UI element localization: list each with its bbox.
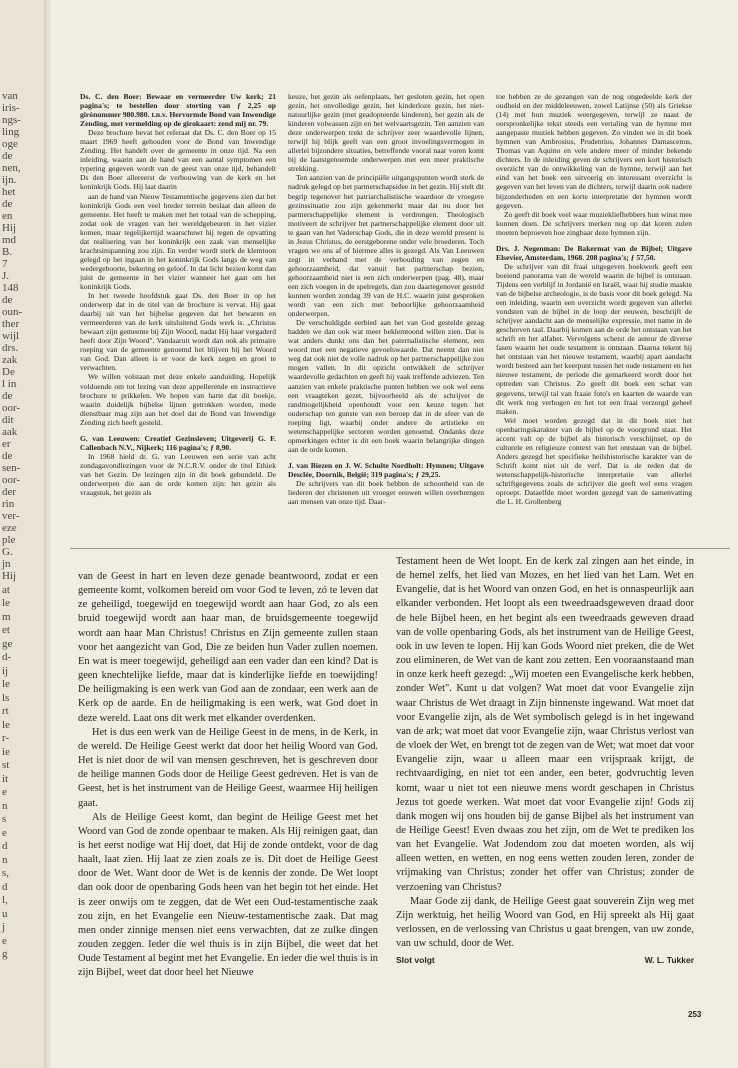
page-fold bbox=[44, 0, 52, 1068]
margin-fragment: De bbox=[2, 366, 15, 378]
margin-fragment: G. bbox=[2, 546, 13, 558]
margin-fragment: n bbox=[2, 853, 8, 866]
margin-fragment: er bbox=[2, 438, 11, 450]
margin-fragment: s, bbox=[2, 867, 10, 879]
paragraph: Deze brochure bevat het referaat dat Ds. C. den Boer op 15 maart 1969 heeft gehouden voor de Bond van Inwendige Zending. Het handelt over de gemeente in onze tijd. Na een inleiding, waarin aan de hand van een aantal symptomen een typering gegeven wordt van de geest van onze tijd, behandelt Ds den Boer allereerst de verbouwing van de kerk en het koninkrijk Gods. Hij laat daarin bbox=[80, 128, 276, 192]
margin-fragment: drs. bbox=[2, 342, 19, 354]
paragraph: Maar Gode zij dank, de Heilige Geest gaat souverein Zijn weg met Zijn werktuig, het heilig Woord van God, en Hij spreekt als Hij gaat verlossen, en de verlossing van Christus u gaat brengen, van uw zonde, van uw schuld, door de Wet. bbox=[396, 895, 694, 950]
margin-fragment: B. bbox=[2, 246, 13, 258]
paragraph: Zo geeft dit boek veel waar muziekliefhebbers hun winst mee kunnen doen. De schrijvers merken nog op dat koren zulen moeten beproeven hoe zingbaar deze hymnen zijn. bbox=[496, 209, 692, 237]
margin-fragment: de bbox=[2, 294, 13, 306]
paragraph: Testament heen de Wet loopt. En de kerk zal zingen aan het einde, in de hemel zelfs, het lied van Mozes, en het lied van het Lam. Wet en Evangelie, dat is het Woord van onzen God, en het is onnaspeurlijk aan elkander verbonden. Het loopt als een tweedraadsgeweven draad door de hele Bijbel heen, en het begint als een tweedraads geweven draad van de volle openbaring Gods, als het instrument van de Heilige Geest, ook in uw leven te lopen. Hij kan Gods Woord niet preken, die de Wet zou elimineren, de Wet van de kant zou zetten. Een vooraanstaand man in onze kerk heeft gezegd: „Wij moeten een Evangelische kerk hebben, zonder Wet". Kunt u dat volgen? Wat moet dat voor Evangelie zijn waar Christus de Wet draagt in Zijn binnenste ingewand. Wat moet dat voor Evangelie zijn, als de Wet symbolisch gelegd is in het ingewand van de ark; wat moet dat voor Evangelie zijn, waar Christus verlost van de vloek der Wet, en brengt tot de zegen van de Wet; wat moet dat voor Evangelie zijn, waar u alleen maar een vrijspraak krijgt, de rechtvaardiging, en niet tot een ander, een beter, godvruchtig leven komt, waar u niet tot een nieuwe mens wordt geschapen in Christus Jezus tot goede werken. Wat moet dat voor Evangelie zijn! Gods zij dank mogen wij ons houden bij de ganse Bijbel als het instrument van de Heilige Geest! Even dwaas zou het zijn, om de Wet te prediken los van het Evangelie. Wat Jodendom zou dat moeten worden, als wij alleen wetten, en wetten, en nog eens wetten zouden leren, zonder de vrijmaking van Christus; zonder het offer van Christus; zonder de verzoening van Christus? bbox=[396, 556, 694, 893]
paragraph: Wel moet worden gezegd dat in dit boek niet het openbaringskarakter van de bijbel op de voorgrond staat. Het accent valt op de bijbel als historisch verschijnsel, op de culturele en religieuze context van het ontstaan van de bijbel. Anders gezegd het specifieke heilshistorische karakter van de Schrift komt niet uit de verf. Dat is de reden dat de wetenschappelijk-historische interpretatie van allerlei schriftgegevens zoals de schrijver die geeft wel eens vragen oproept. Dataelfde moet worden gezegd van de samenvatting die L. H. Grollenberg bbox=[496, 415, 692, 507]
paragraph: De verschuldigde eerbied aan het van God gestelde gezag hadden we dan ook wat meer beklemtoond willen zien. Dat is wat anders dunkt ons dan het paternalistische element, een woord met een negatieve gevoelswaarde. Dat neemt dan niet weg dat ook niet de volle nadruk op het partnerschappelijke zou mogen vallen. In dit opzicht ontwikkelt de schrijver waardevolle gedachten en geeft hij vaak treffende adviezen. Ten aanzien van enkele praktische punten hebben we ook wel eens een vraagteken gezet, bijvoorbeeld als de schrijver de randmogelijkheid openhoudt voor een keuze tegen het ouderschap ten gunste van een beroep dat in de sfeer van de roeping ligt, waarbij onder andere de artistieke en wetenschappelijke sectoren worden genoemd. Ondanks deze opmerkingen echter is dit een boek waarin belangrijke dingen aan de orde komen. bbox=[288, 318, 484, 454]
paragraph: keuze, het gezin als oefenplaats, het gesloten gezin, het open gezin, het onvolledige gezin, het kinderloze gezin, het niet-natuurlijke gezin (met geadopteerde kinderen), het gezin als de kinderen volwassen zijn en het welvaartsgezin. Ten aanzien van deze onderwerpen trekt de schrijver zeer waardevolle lijnen, terwijl hij blijk geeft van een groot invoelingsvermogen in allerlei bijzondere situaties, betreffende vooral naar voren komt bij de laatstgenoemde onderwerpen met een meer praktische strekking. bbox=[288, 92, 484, 174]
margin-fragment: nen, bbox=[2, 162, 21, 174]
article-footer bbox=[396, 953, 694, 967]
margin-fragment: s bbox=[2, 813, 7, 825]
margin-fragment: j bbox=[2, 921, 6, 933]
margin-fragment: 148 bbox=[2, 282, 19, 294]
paragraph: Het is dus een werk van de Heilige Geest in de mens, in de Kerk, in de wereld. De Heilige Geest werkt dat door het heilig Woord van God. Het is niet door de wil van mensen geschreven, het is geschreven door de heilige mannen Gods door de Heilige Geest gedreven. Het is van de Geest, het is het instrument van de Heilige Geest, waarmee Hij heiligen gaat. bbox=[78, 726, 378, 809]
margin-fragment: g bbox=[2, 948, 8, 960]
paragraph: aan de hand van Nieuw Testamentische gegevens zien dat het koninkrijk Gods een veel breder terrein beslaat dan alleen de gemeente. Het heeft te maken met het totaal van de schepping, zodat ook de vragen van het wereldgebeuren in het vizier komen, maar tegelijkertijd waarschuwt hij tegen de opvatting dat realisering van het koninkrijk een zaak van menselijke krachtsinspanning zou zijn. En verder wordt sterk de klemtoon gelegd op het ingaan in het koninkrijk Gods langs de weg van wedergeboorte, bekering en geloof. In dat licht bezien komt dan juist de gemeente in het vizier wanneer het gaat om het koninkrijk Gods. bbox=[80, 191, 276, 291]
margin-fragment: oun- bbox=[2, 306, 23, 318]
margin-fragment: rt bbox=[2, 705, 9, 717]
margin-fragment: oor- bbox=[2, 402, 21, 414]
margin-fragment: en bbox=[2, 210, 13, 222]
margin-fragment: zak bbox=[2, 354, 18, 366]
article-column-right bbox=[396, 555, 694, 968]
margin-fragment: het bbox=[2, 186, 16, 198]
margin-fragment: ge bbox=[2, 637, 13, 650]
facing-page-margin bbox=[0, 0, 45, 1068]
margin-fragment: de bbox=[2, 390, 13, 402]
paragraph: Als de Heilige Geest komt, dan begint de Heilige Geest met het Woord van God de zonde openbaar te maken. Als Hij reinigen gaat, dan is het eerst nodige wat Hij doet, dat Hij de zonde ontdekt, voor de dag haalt, laat zien. Hij laat ze zien zoals ze is. Dit doet de Heilige Geest door de Wet. Want door de Wet is de kennis der zonde. De Wet loopt dan ook door de openbaring Gods heen van het begin tot het einde. Het is zeer onwijs om te zeggen, dat de Wet een Oud-testamentische zaak zou zijn, en het Evangelie een Nieuw-testamentische zaak. Dat mag men onder zinnige mensen niet eens verwachten, dat ze zulke dingen zouden zeggen. Ieder die wel thuis is in zijn Bijbel, die weet dat het Oude Testament al begint met het Evangelie. En ieder die wel thuis is in zijn Bijbel, weet dat door heel het Nieuwe bbox=[78, 811, 378, 979]
article-column-left bbox=[78, 570, 378, 981]
margin-fragment: oor- bbox=[2, 474, 21, 486]
section-divider bbox=[70, 548, 730, 549]
margin-fragment: md bbox=[2, 234, 17, 246]
margin-fragment: ver- bbox=[2, 510, 20, 522]
margin-fragment: de bbox=[2, 150, 13, 162]
margin-fragment: l, bbox=[2, 894, 8, 906]
margin-fragment: st bbox=[2, 759, 10, 771]
margin-fragment: sen- bbox=[2, 462, 21, 474]
margin-fragment: oge bbox=[2, 138, 18, 150]
margin-fragment: ther bbox=[2, 318, 20, 330]
paragraph: We willen volstaan met deze enkele aanduiding. Hopelijk voldoende om tot lezing van deze appellerende en instructieve brochure te prikkelen. We hopen van harte dat dit boekje, waarin duidelijk bijbelse lijnen getrokken worden, mede dienstbaar mag zijn aan het doel dat de Bond van Inwendige Zending zich heeft gesteld. bbox=[80, 372, 276, 427]
review-column-3 bbox=[496, 92, 692, 506]
margin-fragment: le bbox=[2, 597, 10, 609]
margin-fragment: ls bbox=[2, 691, 10, 704]
margin-fragment: e bbox=[2, 934, 7, 947]
margin-fragment: e bbox=[2, 786, 7, 798]
margin-fragment: d bbox=[2, 880, 8, 893]
paragraph: toe hebben ze de gezangen van de nog ongedeelde kerk der oudheid en der middeleeuwen, zowel Latijnse (50) als Griekse (14) met hun muziek weergegeven, terwijl ze naast de oorspronkelijke tekst steeds een vertaling van de hymne met aangepaste muziek hebben gegeven. Zo vinden we in dit boek hymnen van Ambrosius, Prudentius, Johannes Damascenus, Thomas van Aquino en vele andere meer of minder bekende dichters. In de inleiding geven de schrijvers een kort historisch overzicht van de ontwikkeling van de hymne, terwijl aan het eind van het boek een uitvoerig en interessant overzicht is gegeven van het leven van de dichters, terwijl daarin ook nadere bijzonderheden en een korte interpretatie der hymnen wordt gegeven. bbox=[496, 92, 692, 210]
margin-fragment: ngs- bbox=[2, 114, 21, 126]
margin-fragment: van bbox=[2, 90, 18, 102]
margin-fragment: ple bbox=[2, 534, 16, 546]
margin-fragment: Hij bbox=[2, 570, 17, 582]
margin-fragment: n bbox=[2, 799, 8, 812]
margin-fragment: d- bbox=[2, 651, 12, 663]
margin-fragment: it bbox=[2, 772, 9, 785]
margin-fragment: ling bbox=[2, 126, 20, 138]
paragraph: De schrijvers van dit boek hebben de schoonheid van de liederen der christenen uit vroeger eeuwen willen overbrengen aan mensen van onze tijd. Daar- bbox=[288, 478, 484, 507]
review-heading: Drs. J. Negenman: De Bakermat van de Bijbel; Uitgave Elsevier, Amsterdam, 1968. 208 pagina's; ƒ 57,50. bbox=[496, 243, 692, 262]
margin-fragment: ijn. bbox=[2, 174, 17, 186]
margin-fragment: d bbox=[2, 840, 8, 852]
margin-fragment: e bbox=[2, 826, 7, 839]
margin-fragment: Hij bbox=[2, 222, 17, 234]
paragraph: van de Geest in hart en leven deze genade beantwoord, zodat er een gemeente komt, volkomen bereid om voor God te leven, zó te leven dat ze geheiligd, toegewijd en toegewijd wordt aan haar God, zo als een bruid toegewijd wordt aan haar man, de bruidsgemeente toegewijd wordt aan haar Man Christus! Christus en Zijn gemeente zullen staan voor het aangezicht van God, Die ze beiden hun Vader zullen noemen. En wat is meer toegewijd, geheiligd aan een vader dan een kind? Dat is geen knechtelijke liefde, maar dat is kinderlijke liefde en toewijding! De heiligmaking is een werk van God aan de zondaar, een werk aan de Kerk op de aarde. En de heiligmaking is een werk, wat God doet in deze wereld. Laat ons dit werk met elkander overdenken. bbox=[78, 571, 378, 724]
margin-fragment: aak bbox=[2, 426, 18, 438]
paragraph: In het tweede hoofdstuk gaat Ds. den Boer in op het onderwerp dat in de titel van de brochure is vervat. Hij gaat daarbij uit van het bijbelse gegeven dat het bewaren en vermeerderen van de kerk uitsluitend Gods werk is. „Christus bewaart zijn gemeente bij Zijn Woord, nadat Hij haar vergaderd heeft door Zijn Woord". Vandaaruit wordt dan ook als primaire roeping van de gemeente genoemd het blijven bij het Woord van God. Dan alleen is er voor de kerk zegen en groei te verwachten. bbox=[80, 291, 276, 373]
margin-fragment: rin bbox=[2, 498, 15, 510]
margin-fragment: l in bbox=[2, 378, 17, 390]
margin-fragment: eze bbox=[2, 522, 17, 534]
margin-fragment: dit bbox=[2, 414, 14, 426]
margin-fragment: wijl bbox=[2, 330, 20, 342]
margin-fragment: de bbox=[2, 450, 13, 462]
margin-fragment: der bbox=[2, 486, 17, 498]
margin-fragment: m bbox=[2, 610, 11, 623]
margin-fragment: iris- bbox=[2, 102, 20, 114]
margin-fragment: le bbox=[2, 718, 10, 731]
margin-fragment: de bbox=[2, 198, 13, 210]
continued-note: Slot volgt bbox=[396, 955, 435, 966]
margin-fragment: u bbox=[2, 907, 8, 920]
margin-fragment: le bbox=[2, 678, 10, 690]
paragraph: De schrijver van dit fraai uitgegeven boekwerk geeft een boeiend panorama van de wereld waarin de bijbel is ontstaan. Tijdens een verblijf in Jordanië en Israël, waar hij studie maakte van de bijbelse archeologie, is de basis voor dit boek gelegd. Na een inleiding, waarin een overzicht wordt gegeven van allerlei vondsten van de bijbel in de loop der eeuwen, beschrijft de schrijver aandacht aan de menselijke expressie, met name in de geschreven taal. Daarbij komen aan de orde het ontstaan van het schrift en het alfabet. Vervolgens schetst de auteur de diverse fasen waarin het oude testament is ontstaan. Daarna tekent hij het ontstaan van het nieuwe testament, waarbij apart aandacht wordt besteed aan het keerpunt tussen het oude testament en het nieuwe testament, de periode die gemarkeerd wordt door het optreden van Christus. Zo geeft dit boek een schat van gegevens, terwijl tal van fraaie foto's en kaarten de waarde van dit werk nog verhogen en het tot een fraai verzorgd geheel maken. bbox=[496, 261, 692, 416]
paragraph: Ten aanzien van de principiële uitgangspunten wordt sterk de nadruk gelegd op het partnerschapsidee in het gezin. Hij stelt dit begrip tegenover het patriarchalistische waardoor de vroegere gezinssituatie zou zijn gekenmerkt maar dat nu door het partnerschappelijke element is verdrongen. Theologisch motiveert de schrijver het partnerschappelijke element door uit te gaan van het Vaderschap Gods, die in deze wereld present is in Jezus Christus, de eerstgeborene onder vele broederen. Toch vragen we ons af of hiermee alles is gezegd. Als Van Leeuwen zegt in verband met de verhouding van zegen en gehoorzaamheid, dat vanuit het partnerschap bezien, gehoorzaamheid niet is een zich onderwerpen (pag. 48), maar een zich voegen in de spelregels, dan zou daartegenover gesteld kunnen worden zondag 39 van de H.C. waarin juist gesproken wordt van een zich met behoorlijke gehoorzaamheid onderwerpen. bbox=[288, 173, 484, 319]
review-heading: J. van Biezen en J. W. Schulte Nordholt: Hymnen; Uitgave Desclée, Doornik, België; 319 pagina's; ƒ 29,25. bbox=[288, 460, 484, 479]
margin-fragment: J. bbox=[2, 270, 10, 282]
author-signature: W. L. Tukker bbox=[644, 955, 694, 966]
margin-fragment: ij bbox=[2, 664, 9, 677]
margin-fragment: ie bbox=[2, 745, 10, 758]
margin-fragment: 7 bbox=[2, 258, 8, 270]
paragraph: In 1968 hield dr. G. van Leeuwen een serie van acht zondagavondlezingen voor de N.C.R.V. onder de titel Ethiek van het Gezin. De lezingen zijn in dit boek gebundeld. De onderwerpen die aan de orde komen zijn: het gezin als vraagstuk, het gezin als bbox=[80, 451, 276, 498]
margin-fragment: jn bbox=[2, 558, 11, 570]
margin-fragment: et bbox=[2, 624, 10, 636]
review-heading: Ds. C. den Boer: Bewaar en vermeerder Uw kerk; 21 pagina's; te bestellen door storting van ƒ 2,25 op girónummer 980.980. t.n.v. Hervormde Bond van Inwendige Zending, met vermelding op de girokaart: zend mij nr. 79. bbox=[80, 92, 276, 129]
page-number: 253 bbox=[688, 1010, 702, 1019]
review-column-1 bbox=[80, 92, 276, 497]
margin-fragment: r- bbox=[2, 732, 10, 744]
review-heading: G. van Leeuwen: Creatief Gezinsleven; Uitgeverij G. F. Callenbach N.V., Nijkerk; 116 pagina's; ƒ 8,90. bbox=[80, 433, 276, 452]
margin-fragment: at bbox=[2, 583, 10, 596]
review-column-2 bbox=[288, 92, 484, 506]
